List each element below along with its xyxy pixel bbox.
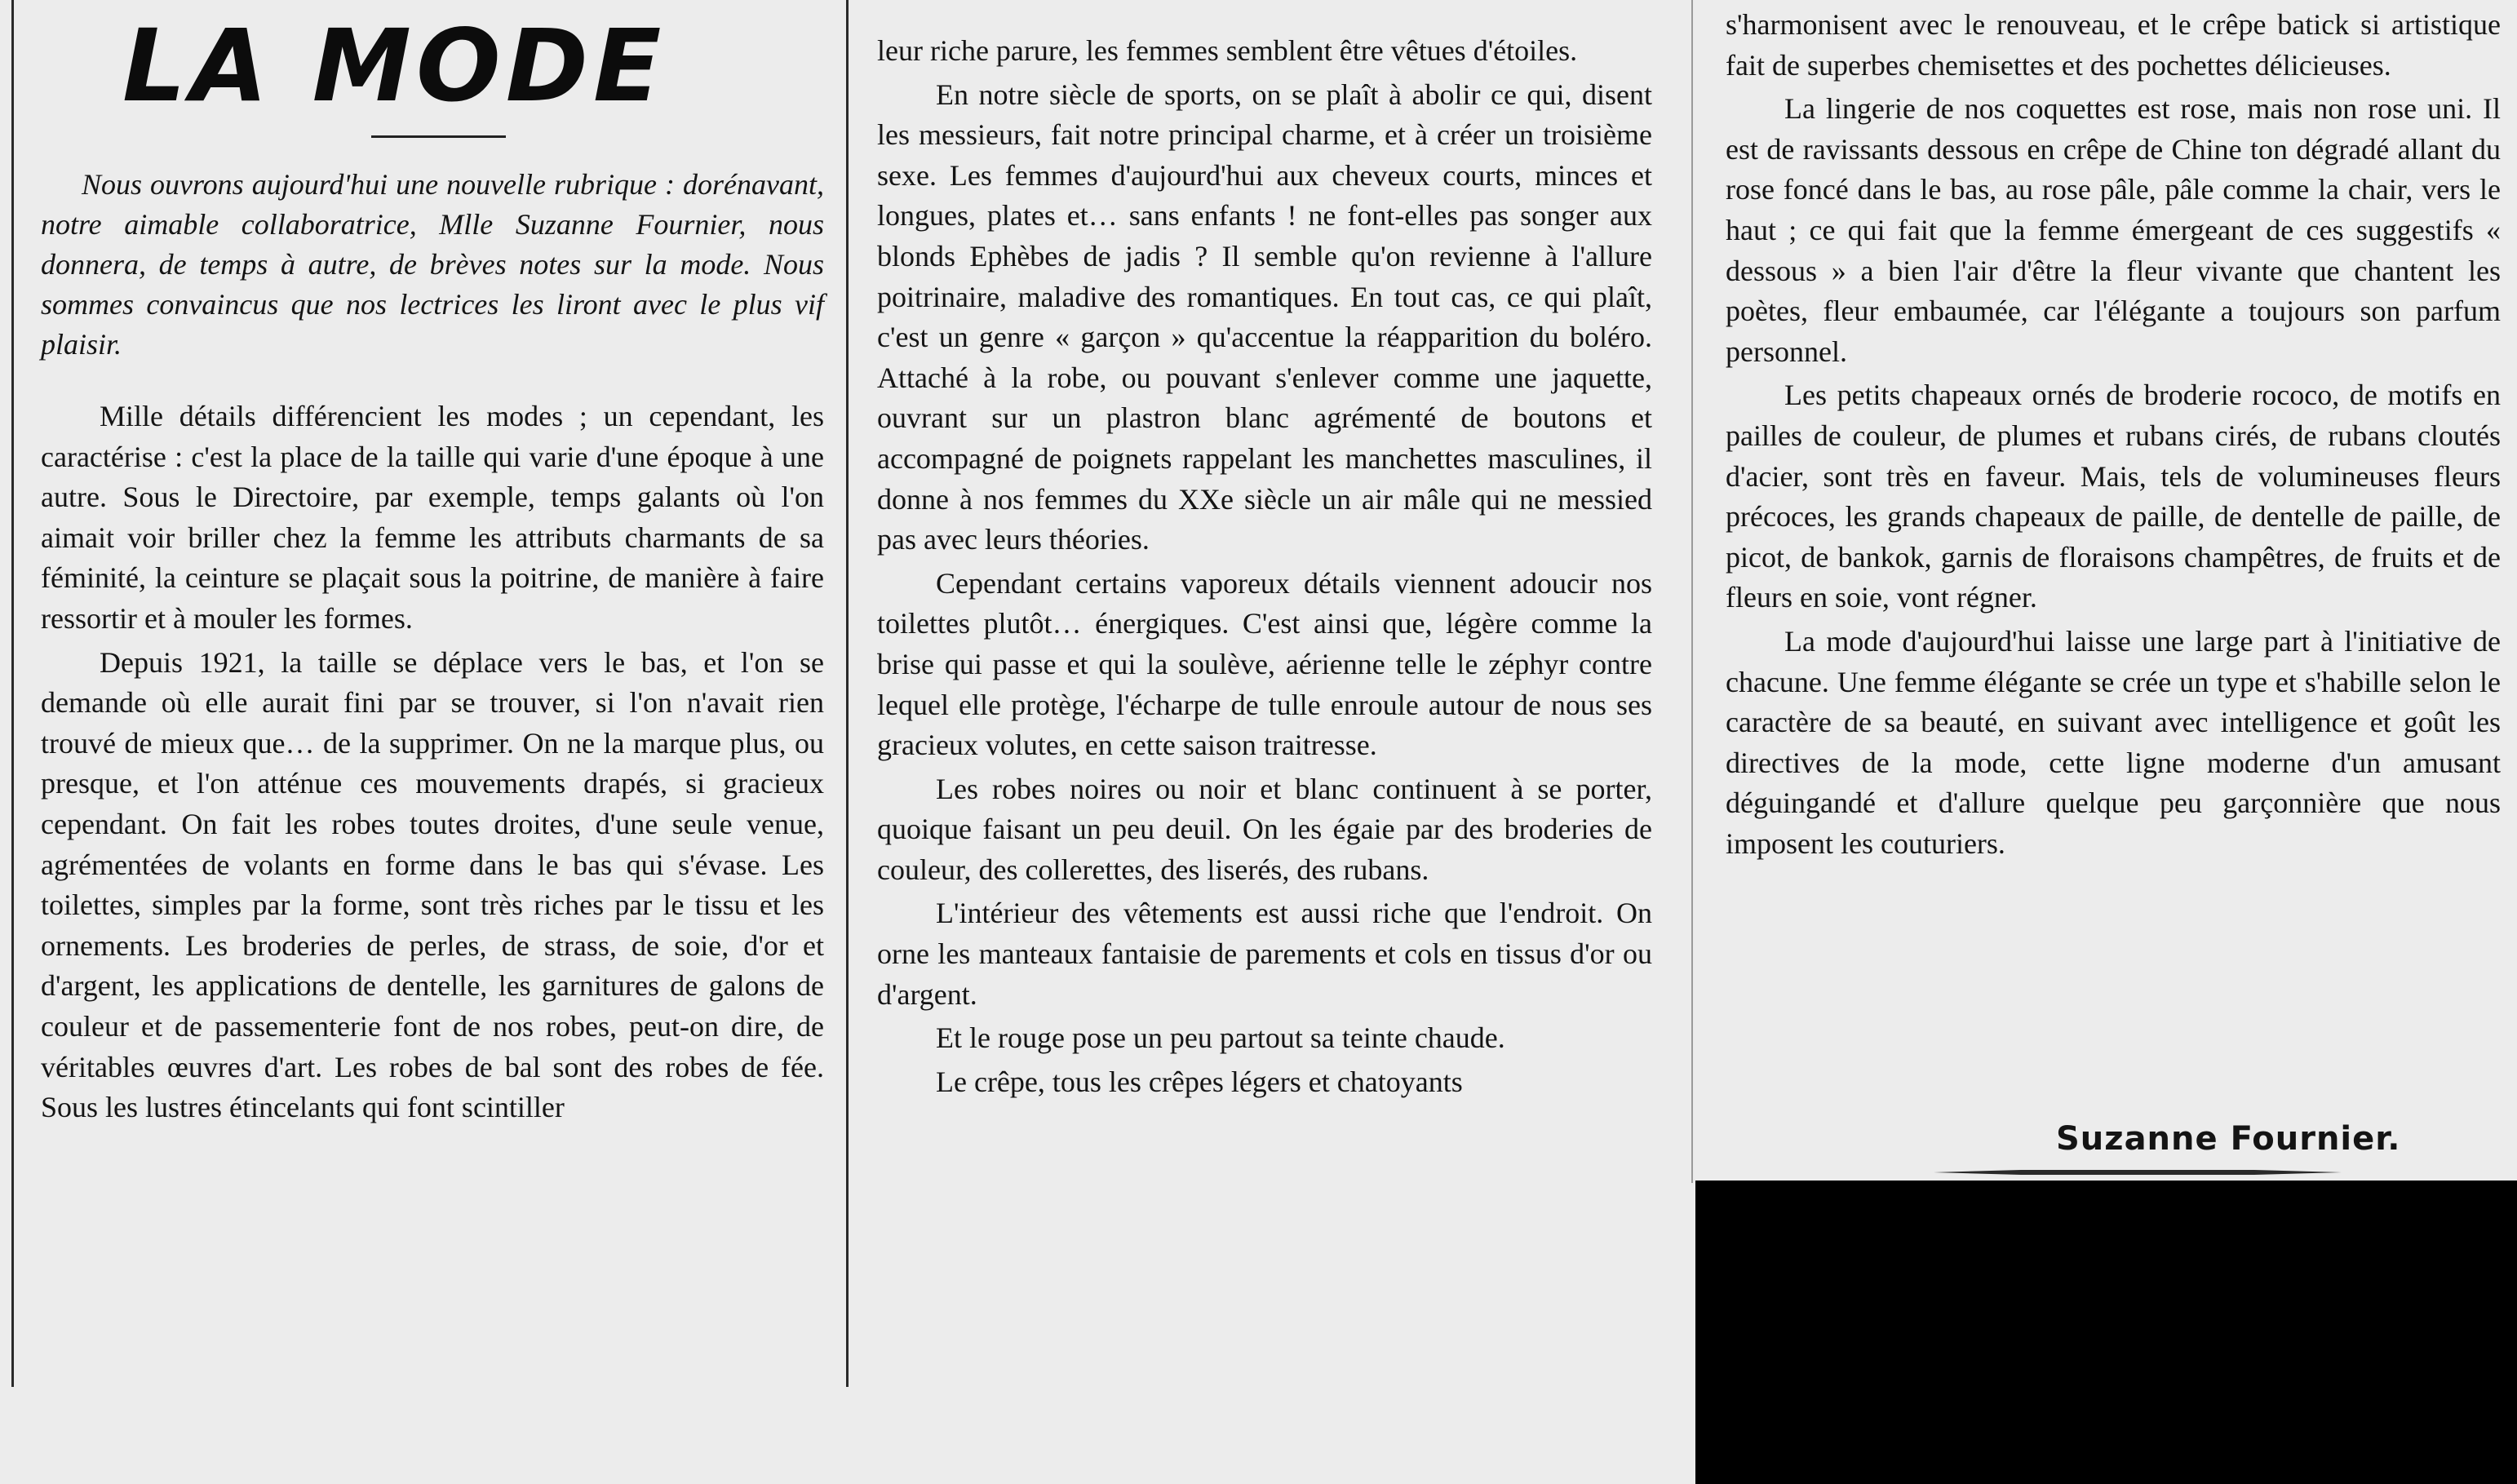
black-scan-area xyxy=(1695,1181,2517,1484)
article-column-2 xyxy=(877,31,1652,1102)
title-underline xyxy=(371,135,506,138)
paragraph: Le crêpe, tous les crêpes légers et chatoyants xyxy=(936,1065,1463,1098)
intro-text: Nous ouvrons aujourd'hui une nouvelle rubrique : dorénavant, notre aimable collaboratrice, Mlle Suzanne Fournier, nous donnera, de temps à autre, de brèves notes sur la mode. Nous sommes convaincus que nos lectrices les liront avec le plus vif plaisir. xyxy=(41,168,824,361)
paragraph: Depuis 1921, la taille se déplace vers le bas, et l'on se demande où elle aurait fini par se trouver, si l'on n'avait rien trouvé de mieux que… de la supprimer. On ne la marque plus, ou presque, et l'on atténue ces mouvements drapés, si gracieux cependant. On fait les robes toutes droites, d'une seule venue, agrémentées de volants en forme dans le bas qui s'évase. Les toilettes, simples par la forme, sont très riches par le tissu et les ornements. Les broderies de perles, de strass, de soie, d'or et d'argent, les applications de dentelle, les garnitures de galons de couleur et de passementerie font de nos robes, peut-on dire, de véritables œuvres d'art. Les robes de bal sont des robes de fée. Sous les lustres étincelants qui font scintiller xyxy=(41,645,824,1124)
column-divider-1 xyxy=(846,0,849,1387)
paragraph: La lingerie de nos coquettes est rose, mais non rose uni. Il est de ravissants dessous en crêpe de Chine ton dégradé allant du rose foncé dans le bas, au rose pâle, pâle comme la chair, vers le haut ; ce qui fait que la femme émergeant de ces suggestifs « dessous » a bien l'air d'être la fleur vivante que chantent les poètes, fleur embaumée, car l'élégante a toujours son parfum personnel. xyxy=(1726,92,2501,368)
editor-intro xyxy=(41,165,824,365)
paragraph: La mode d'aujourd'hui laisse une large part à l'initiative de chacune. Une femme élégante se crée un type et s'habille selon le caractère de sa beauté, en suivant avec intelligence et goût les directives de la mode, cette ligne moderne d'un amusant déguingandé et d'allure quelque peu garçonnière que nous imposent les couturiers. xyxy=(1726,624,2501,860)
paragraph: Mille détails différencient les modes ; un cependant, les caractérise : c'est la place de la taille qui varie d'une époque à une autre. Sous le Directoire, par exemple, temps galants où l'on aimait voir briller chez la femme les attributs charmants de sa féminité, la ceinture se plaçait sous la poitrine, de manière à faire ressortir et à mouler les formes. xyxy=(41,400,824,635)
left-border-rule xyxy=(11,0,14,1387)
paragraph: s'harmonisent avec le renouveau, et le crêpe batick si artistique fait de superbes chemisettes et des pochettes délicieuses. xyxy=(1726,8,2501,82)
paragraph: Cependant certains vaporeux détails viennent adoucir nos toilettes plutôt… énergiques. C'est ainsi que, légère comme la brise qui passe et qui la soulève, aérienne telle le zéphyr contre lequel elle protège, l'écharpe de tulle enroule autour de nous ses gracieux volutes, en cette saison traitresse. xyxy=(877,566,1652,762)
paragraph: L'intérieur des vêtements est aussi riche que l'endroit. On orne les manteaux fantaisie de parements et cols en tissus d'or ou d'argent. xyxy=(877,897,1652,1011)
paragraph: leur riche parure, les femmes semblent être vêtues d'étoiles. xyxy=(877,34,1578,67)
paragraph: Les petits chapeaux ornés de broderie rococo, de motifs en pailles de couleur, de plumes et rubans cirés, de rubans cloutés d'acier, sont très en faveur. Mais, tels de volumineuses fleurs précoces, les grands chapeaux de paille, de dentelle de paille, de picot, de bankok, garnis de floraisons champêtres, de fruits et de fleurs en soie, vont régner. xyxy=(1726,379,2501,614)
article-title: LA MODE xyxy=(122,8,667,124)
paragraph: Et le rouge pose un peu partout sa teinte chaude. xyxy=(936,1021,1505,1055)
author-signature: Suzanne Fournier. xyxy=(2056,1120,2401,1158)
article-column-1 xyxy=(41,396,824,1128)
article-column-3 xyxy=(1726,5,2501,864)
signature-rule xyxy=(1934,1167,2342,1178)
paragraph: En notre siècle de sports, on se plaît à abolir ce qui, disent les messieurs, fait notre principal charme, et à créer un troisième sexe. Les femmes d'aujourd'hui aux cheveux courts, minces et longues, plates et… sans enfants ! ne font-elles pas songer aux blonds Ephèbes de jadis ? Il semble qu'on revienne à l'allure poitrinaire, maladive des romantiques. En tout cas, ce qui plaît, c'est un genre « garçon » qu'accentue la réapparition du boléro. Attaché à la robe, ou pouvant s'enlever comme une jaquette, ouvrant sur un plastron blanc agrémenté de boutons et accompagné de poignets rappelant les manchettes masculines, il donne à nos femmes du XXe siècle un air mâle qui ne messied pas avec leurs théories. xyxy=(877,78,1652,556)
paragraph: Les robes noires ou noir et blanc continuent à se porter, quoique faisant un peu deuil. On les égaie par des broderies de couleur, des collerettes, des liserés, des rubans. xyxy=(877,772,1652,886)
column-divider-2 xyxy=(1691,0,1693,1183)
